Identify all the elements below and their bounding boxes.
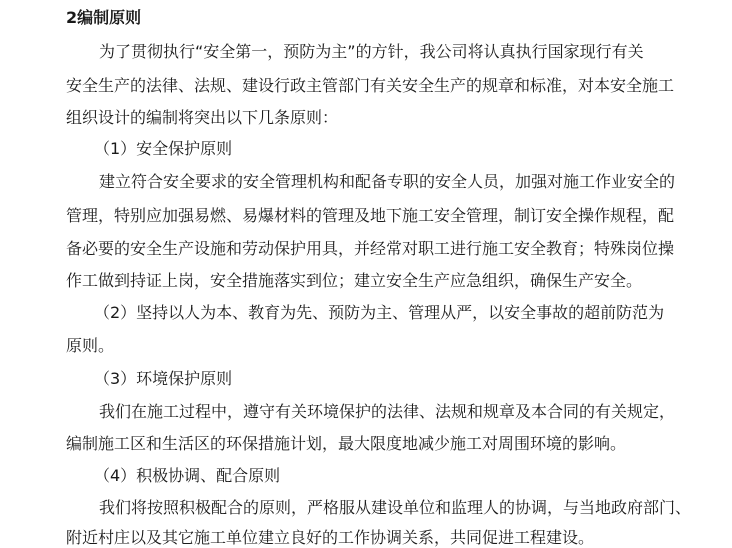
subheading-4: （4）积极协调、配合原则 — [94, 466, 281, 485]
para-1-line-1: 为了贯彻执行“安全第一，预防为主”的方针，我公司将认真执行国家现行有关 — [99, 42, 644, 61]
para-3-line-1: （2）坚持以人为本、教育为先、预防为主、管理从严，以安全事故的超前防范为 — [94, 303, 665, 322]
para-5-line-2: 附近村庄以及其它施工单位建立良好的工作协调关系，共同促进工程建设。 — [66, 528, 595, 547]
para-4-line-2: 编制施工区和生活区的环保措施计划，最大限度地减少施工对周围环境的影响。 — [66, 434, 627, 453]
para-4-line-1: 我们在施工过程中，遵守有关环境保护的法律、法规和规章及本合同的有关规定， — [99, 402, 676, 421]
para-3-line-2: 原则。 — [66, 336, 115, 355]
para-1-line-3: 组织设计的编制将突出以下几条原则： — [66, 108, 339, 127]
para-5-line-1: 我们将按照积极配合的原则，严格服从建设单位和监理人的协调，与当地政府部门、 — [99, 498, 692, 517]
para-2-line-2: 管理，特别应加强易燃、易爆材料的管理及地下施工安全管理，制订安全操作规程，配 — [66, 206, 675, 225]
section-heading: 2编制原则 — [66, 8, 142, 27]
para-2-line-3: 备必要的安全生产设施和劳动保护用具，并经常对职工进行施工安全教育；特殊岗位操 — [66, 239, 675, 258]
para-1-line-2: 安全生产的法律、法规、建设行政主管部门有关安全生产的规章和标准，对本安全施工 — [66, 76, 675, 95]
subheading-3: （3）环境保护原则 — [94, 369, 233, 388]
para-2-line-4: 作工做到持证上岗，安全措施落实到位；建立安全生产应急组织，确保生产安全。 — [66, 271, 643, 290]
para-2-line-1: 建立符合安全要求的安全管理机构和配备专职的安全人员，加强对施工作业安全的 — [99, 172, 676, 191]
subheading-1: （1）安全保护原则 — [94, 139, 233, 158]
